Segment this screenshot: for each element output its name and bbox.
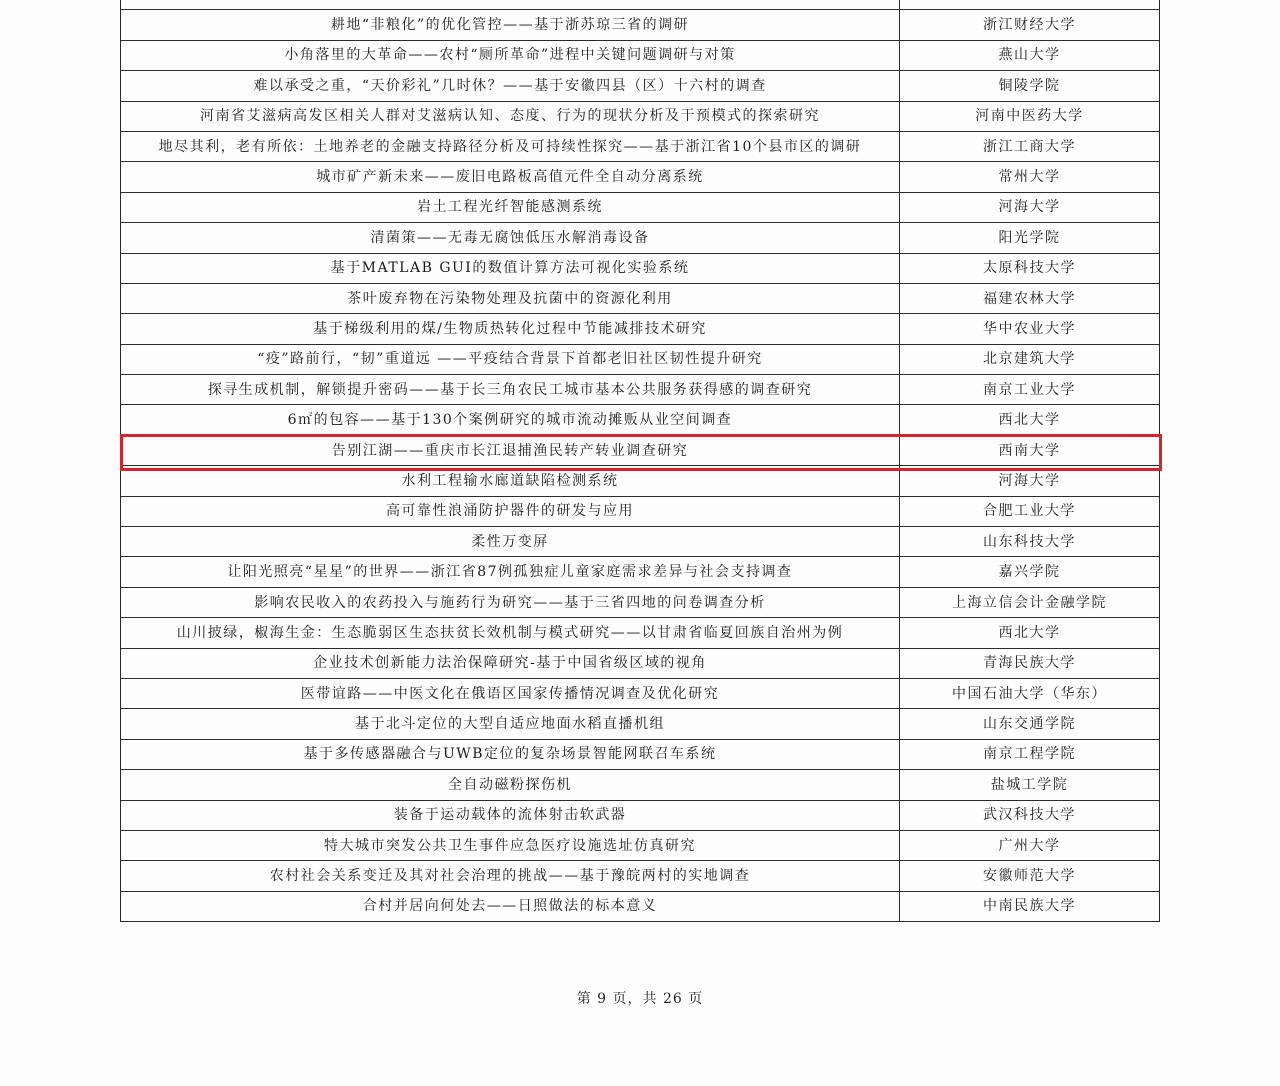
school-cell: 福建农林大学 — [900, 283, 1160, 313]
project-title-cell: 医带谊路——中医文化在俄语区国家传播情况调查及优化研究 — [121, 678, 900, 708]
table-row — [121, 283, 1160, 313]
page-footer: 第 9 页，共 26 页 — [576, 991, 704, 1007]
project-title-cell: 全自动磁粉探伤机 — [121, 770, 900, 800]
project-title-cell: 基于MATLAB GUI的数值计算方法可视化实验系统 — [121, 253, 900, 283]
table-row — [121, 223, 1160, 253]
table-row — [121, 527, 1160, 557]
table-row — [121, 800, 1160, 830]
school-cell: 河南中医药大学 — [900, 101, 1160, 131]
table-row — [121, 10, 1160, 40]
table-row — [121, 0, 1160, 10]
school-cell: 安徽师范大学 — [900, 861, 1160, 891]
table-row — [121, 678, 1160, 708]
school-cell: 盐城工学院 — [900, 770, 1160, 800]
school-cell: 上海立信会计金融学院 — [900, 587, 1160, 617]
school-cell: 河海大学 — [900, 466, 1160, 496]
table-row — [121, 405, 1160, 435]
project-title-cell: 探寻生成机制，解锁提升密码——基于长三角农民工城市基本公共服务获得感的调查研究 — [121, 375, 900, 405]
project-title-cell: 山川披绿，椒海生金：生态脆弱区生态扶贫长效机制与模式研究——以甘肃省临夏回族自治州为例 — [121, 618, 900, 648]
project-title-cell: 特大城市突发公共卫生事件应急医疗设施选址仿真研究 — [121, 830, 900, 860]
project-title-cell: 影响农民收入的农药投入与施药行为研究——基于三省四地的问卷调查分析 — [121, 587, 900, 617]
table-row — [121, 830, 1160, 860]
project-title-cell: 柔性万变屏 — [121, 527, 900, 557]
school-cell: 山东交通学院 — [900, 709, 1160, 739]
awards-table — [120, 0, 1160, 922]
table-row — [121, 344, 1160, 374]
school-cell: 太原科技大学 — [900, 253, 1160, 283]
school-cell: 西南大学 — [900, 435, 1160, 465]
project-title-cell: 基于梯级利用的煤/生物质热转化过程中节能减排技术研究 — [121, 314, 900, 344]
table-row — [121, 253, 1160, 283]
school-cell: 阳光学院 — [900, 223, 1160, 253]
table-row — [121, 739, 1160, 769]
project-title-cell: 企业技术创新能力法治保障研究-基于中国省级区域的视角 — [121, 648, 900, 678]
project-title-cell: 高可靠性浪涌防护器件的研发与应用 — [121, 496, 900, 526]
school-cell: 武汉科技大学 — [900, 800, 1160, 830]
school-cell: 浙江财经大学 — [900, 10, 1160, 40]
school-cell: 嘉兴学院 — [900, 557, 1160, 587]
project-title-cell — [121, 0, 900, 10]
awards-table-body — [121, 0, 1160, 922]
school-cell: 燕山大学 — [900, 40, 1160, 70]
project-title-cell: 水利工程输水廊道缺陷检测系统 — [121, 466, 900, 496]
table-row — [121, 375, 1160, 405]
project-title-cell: 茶叶废弃物在污染物处理及抗菌中的资源化利用 — [121, 283, 900, 313]
project-title-cell: 地尽其利，老有所依：土地养老的金融支持路径分析及可持续性探究——基于浙江省10个县市区的调研 — [121, 131, 900, 161]
table-row — [121, 709, 1160, 739]
project-title-cell: 农村社会关系变迁及其对社会治理的挑战——基于豫皖两村的实地调查 — [121, 861, 900, 891]
project-title-cell: 岩土工程光纤智能感测系统 — [121, 192, 900, 222]
project-title-cell: 难以承受之重，“天价彩礼”几时休？——基于安徽四县（区）十六村的调查 — [121, 71, 900, 101]
school-cell: 铜陵学院 — [900, 71, 1160, 101]
table-row — [121, 162, 1160, 192]
project-title-cell: 耕地“非粮化”的优化管控——基于浙苏琼三省的调研 — [121, 10, 900, 40]
project-title-cell: 清菌策——无毒无腐蚀低压水解消毒设备 — [121, 223, 900, 253]
school-cell: 山东科技大学 — [900, 527, 1160, 557]
table-row — [121, 192, 1160, 222]
project-title-cell: “疫”路前行，“韧”重道远 ——平疫结合背景下首都老旧社区韧性提升研究 — [121, 344, 900, 374]
school-cell: 南京工业大学 — [900, 375, 1160, 405]
project-title-cell: 让阳光照亮“星星”的世界——浙江省87例孤独症儿童家庭需求差异与社会支持调查 — [121, 557, 900, 587]
school-cell: 南京工程学院 — [900, 739, 1160, 769]
school-cell: 广州大学 — [900, 830, 1160, 860]
school-cell: 华中农业大学 — [900, 314, 1160, 344]
table-row — [121, 435, 1160, 465]
school-cell — [900, 0, 1160, 10]
project-title-cell: 河南省艾滋病高发区相关人群对艾滋病认知、态度、行为的现状分析及干预模式的探索研究 — [121, 101, 900, 131]
school-cell: 常州大学 — [900, 162, 1160, 192]
table-row — [121, 466, 1160, 496]
school-cell: 浙江工商大学 — [900, 131, 1160, 161]
school-cell: 中南民族大学 — [900, 891, 1160, 921]
school-cell: 合肥工业大学 — [900, 496, 1160, 526]
school-cell: 西北大学 — [900, 618, 1160, 648]
table-row — [121, 861, 1160, 891]
project-title-cell: 基于多传感器融合与UWB定位的复杂场景智能网联召车系统 — [121, 739, 900, 769]
table-row — [121, 891, 1160, 921]
table-row — [121, 770, 1160, 800]
table-row — [121, 618, 1160, 648]
table-row — [121, 314, 1160, 344]
school-cell: 西北大学 — [900, 405, 1160, 435]
school-cell: 中国石油大学（华东） — [900, 678, 1160, 708]
project-title-cell: 合村并居向何处去——日照做法的标本意义 — [121, 891, 900, 921]
school-cell: 北京建筑大学 — [900, 344, 1160, 374]
project-title-cell: 6㎡的包容——基于130个案例研究的城市流动摊贩从业空间调查 — [121, 405, 900, 435]
table-row — [121, 648, 1160, 678]
table-row — [121, 40, 1160, 70]
table-row — [121, 101, 1160, 131]
project-title-cell: 小角落里的大革命——农村“厕所革命”进程中关键问题调研与对策 — [121, 40, 900, 70]
project-title-cell: 告别江湖——重庆市长江退捕渔民转产转业调查研究 — [121, 435, 900, 465]
table-row — [121, 71, 1160, 101]
table-row — [121, 131, 1160, 161]
table-row — [121, 496, 1160, 526]
project-title-cell: 基于北斗定位的大型自适应地面水稻直播机组 — [121, 709, 900, 739]
project-title-cell: 装备于运动载体的流体射击软武器 — [121, 800, 900, 830]
table-row — [121, 557, 1160, 587]
school-cell: 河海大学 — [900, 192, 1160, 222]
school-cell: 青海民族大学 — [900, 648, 1160, 678]
project-title-cell: 城市矿产新未来——废旧电路板高值元件全自动分离系统 — [121, 162, 900, 192]
table-row — [121, 587, 1160, 617]
